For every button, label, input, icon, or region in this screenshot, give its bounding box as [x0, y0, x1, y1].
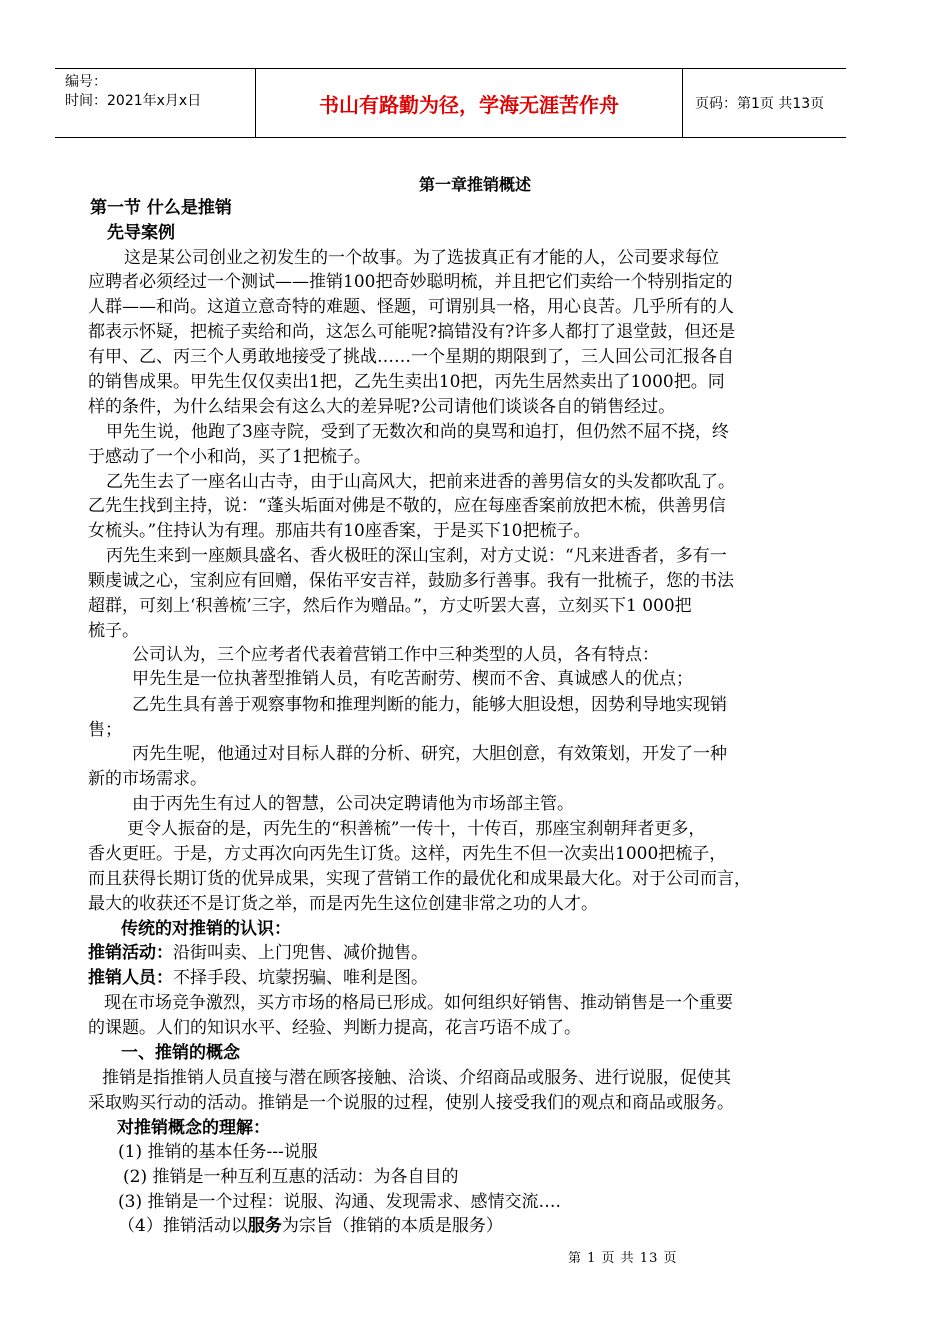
activity-line [88, 941, 428, 965]
text-line: 女梳头。”住持认为有理。那庙共有10座香案，于是买下10把梳子。 [88, 521, 591, 541]
header-meta [55, 69, 255, 137]
text-line: 甲先生是一位执著型推销人员，有吃苦耐劳、楔而不舍、真诚感人的优点； [132, 669, 693, 689]
text-line: 于感动了一个小和尚，买了1把梳子。 [88, 447, 371, 467]
text-line: 乙先生找到主持，说：“蓬头垢面对佛是不敬的，应在每座香案前放把木梳，供善男信 [88, 496, 726, 516]
point-4-tail: 为宗旨（推销的本质是服务） [281, 1216, 503, 1236]
time-label: 时间：2021年x月x日 [65, 93, 202, 109]
text-line: 最大的收获还不是订货之举，而是丙先生这位创建非常之功的人才。 [88, 894, 598, 914]
chapter-title: 第一章推销概述 [418, 175, 531, 194]
text-line: 样的条件，为什么结果会有这么大的差异呢?公司请他们谈谈各自的销售经过。 [88, 397, 676, 417]
text-line: 人群——和尚。这道立意奇特的难题、怪题，可谓别具一格，用心良苦。几乎所有的人 [88, 297, 734, 317]
text-line: 乙先生去了一座名山古寺，由于山高风大，把前来进香的善男信女的头发都吹乱了。 [106, 472, 735, 492]
case-heading: 先导案例 [107, 223, 175, 243]
point-1: (1) 推销的基本任务---说服 [118, 1142, 318, 1162]
page-header [55, 68, 846, 138]
point-3: (3) 推销是一个过程：说服、沟通、发现需求、感情交流…. [118, 1192, 561, 1212]
personnel-label: 推销人员： [88, 968, 173, 988]
traditional-heading: 传统的对推销的认识： [121, 919, 291, 939]
text-line: 丙先生来到一座颇具盛名、香火极旺的深山宝刹，对方丈说：“凡来进香者，多有一 [106, 546, 727, 566]
understanding-heading: 对推销概念的理解： [117, 1118, 270, 1138]
point-4-bold: 服务 [247, 1216, 282, 1236]
text-line: 梳子。 [88, 621, 139, 641]
text-line: 应聘者必须经过一个测试——推销100把奇妙聪明梳，并且把它们卖给一个特别指定的 [88, 272, 733, 292]
text-line: 都表示怀疑，把梳子卖给和尚，这怎么可能呢?搞错没有?许多人都打了退堂鼓，但还是 [88, 322, 736, 342]
section-title: 第一节 什么是推销 [90, 198, 232, 218]
text-line: 的销售成果。甲先生仅仅卖出1把，乙先生卖出10把，丙先生居然卖出了1000把。同 [88, 372, 725, 392]
text-line: 甲先生说，他跑了3座寺院，受到了无数次和尚的臭骂和追打，但仍然不屈不挠，终 [106, 422, 729, 442]
text-line: 而且获得长期订货的优异成果，实现了营销工作的最优化和成果最大化。对于公司而言， [88, 869, 751, 889]
text-line: 推销是指推销人员直接与潜在顾客接触、洽谈、介绍商品或服务、进行说服，促使其 [102, 1068, 731, 1088]
text-line: 由于丙先生有过人的智慧，公司决定聘请他为市场部主管。 [132, 794, 574, 814]
text-line: 有甲、乙、丙三个人勇敢地接受了挑战……一个星期的期限到了，三人回公司汇报各自 [88, 347, 734, 367]
point-4-lead: （4）推销活动以 [118, 1216, 248, 1236]
point-4 [118, 1214, 503, 1238]
text-line: 公司认为，三个应考者代表着营销工作中三种类型的人员，各有特点： [132, 645, 659, 665]
personnel-text: 不择手段、坑蒙拐骗、唯利是图。 [173, 968, 428, 988]
concept-heading: 一、推销的概念 [121, 1043, 240, 1063]
text-line: 香火更旺。于是，方丈再次向丙先生订货。这样，丙先生不但一次卖出1000把梳子， [88, 844, 727, 864]
text-line: 更令人振奋的是，丙先生的“积善梳”一传十，十传百，那座宝刹朝拜者更多， [127, 819, 706, 839]
activity-label: 推销活动： [88, 943, 173, 963]
point-2: (2) 推销是一种互利互惠的活动：为各自目的 [123, 1167, 459, 1187]
text-line: 丙先生呢，他通过对目标人群的分析、研究，大胆创意，有效策划，开发了一种 [132, 744, 727, 764]
personnel-line [88, 966, 428, 990]
text-line: 现在市场竞争激烈，买方市场的格局已形成。如何组织好销售、推动销售是一个重要 [104, 993, 733, 1013]
activity-text: 沿街叫卖、上门兜售、减价抛售。 [173, 943, 428, 963]
header-page-info: 页码：第1页 共13页 [695, 96, 825, 112]
text-line: 的课题。人们的知识水平、经验、判断力提高，花言巧语不成了。 [88, 1018, 581, 1038]
header-motto: 书山有路勤为径，学海无涯苦作舟 [255, 69, 683, 137]
text-line: 这是某公司创业之初发生的一个故事。为了选拔真正有才能的人，公司要求每位 [124, 248, 719, 268]
text-line: 售； [88, 720, 122, 740]
text-line: 采取购买行动的活动。推销是一个说服的过程，使别人接受我们的观点和商品或服务。 [88, 1093, 734, 1113]
text-line: 颗虔诚之心，宝刹应有回赠，保佑平安吉祥，鼓励多行善事。我有一批梳子，您的书法 [88, 571, 734, 591]
text-line: 乙先生具有善于观察事物和推理判断的能力，能够大胆设想，因势利导地实现销 [132, 695, 727, 715]
number-label: 编号： [65, 74, 107, 90]
text-line: 超群，可刻上‘积善梳’三字，然后作为赠品。”，方丈听罢大喜，立刻买下1 000把 [88, 596, 692, 616]
text-line: 新的市场需求。 [88, 769, 207, 789]
page-footer: 第 1 页 共 13 页 [568, 1251, 678, 1266]
